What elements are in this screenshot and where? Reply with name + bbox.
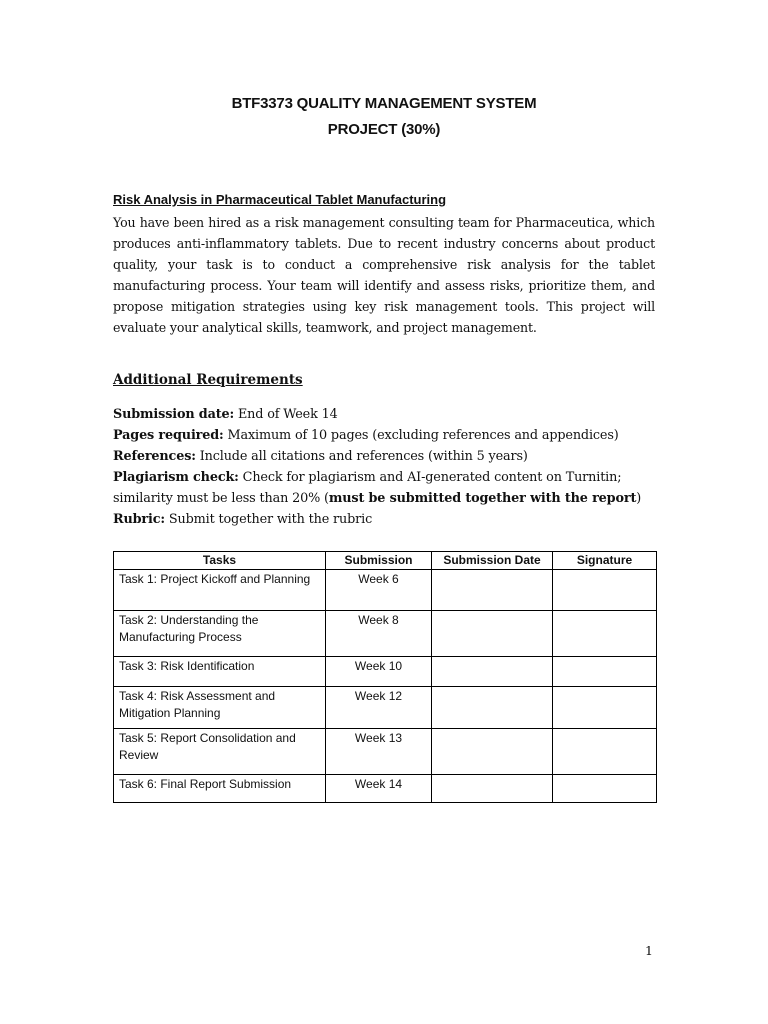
task-cell: Task 1: Project Kickoff and Planning [114, 570, 326, 611]
signature-cell [553, 729, 657, 775]
table-header-row [114, 552, 657, 570]
submission-date-cell [432, 611, 553, 657]
signature-cell [553, 657, 657, 687]
requirements-list [113, 404, 673, 530]
signature-cell [553, 687, 657, 729]
document-title: BTF3373 QUALITY MANAGEMENT SYSTEM [231, 95, 537, 112]
week-cell: Week 14 [326, 775, 432, 803]
document-subtitle: PROJECT (30%) [327, 121, 441, 138]
submission-date-cell [432, 687, 553, 729]
table-row [114, 657, 657, 687]
requirement-label: Submission date: [113, 407, 235, 422]
table-row [114, 570, 657, 611]
page-number: 1 [645, 943, 653, 958]
requirement-value: Maximum of 10 pages (excluding references and appendices) [223, 428, 619, 443]
week-cell: Week 10 [326, 657, 432, 687]
task-cell: Task 5: Report Consolidation and Review [114, 729, 326, 775]
column-header-submission: Submission [326, 552, 432, 570]
requirement-value: Submit together with the rubric [164, 512, 373, 527]
requirement-value: ) [636, 491, 642, 506]
table-row [114, 775, 657, 803]
signature-cell [553, 611, 657, 657]
submission-date-cell [432, 570, 553, 611]
plagiarism-requirement-continued [113, 488, 673, 509]
requirement-value: similarity must be less than 20% ( [113, 491, 329, 506]
requirement-value: End of Week 14 [234, 407, 338, 422]
column-header-tasks: Tasks [114, 552, 326, 570]
pages-requirement [113, 425, 673, 446]
references-requirement [113, 446, 673, 467]
requirement-label: Plagiarism check: [113, 470, 239, 485]
column-header-signature: Signature [553, 552, 657, 570]
task-schedule-table [113, 551, 657, 803]
requirement-value: Include all citations and references (within 5 years) [195, 449, 528, 464]
requirement-label: Rubric: [113, 512, 165, 527]
submission-date-requirement [113, 404, 673, 425]
week-cell: Week 6 [326, 570, 432, 611]
submission-date-cell [432, 775, 553, 803]
task-cell: Task 2: Understanding the Manufacturing Process [114, 611, 326, 657]
requirement-emphasis: must be submitted together with the report [328, 491, 637, 506]
requirements-heading: Additional Requirements [113, 372, 303, 388]
table-row [114, 729, 657, 775]
project-heading: Risk Analysis in Pharmaceutical Tablet Manufacturing [113, 192, 447, 207]
submission-date-cell [432, 729, 553, 775]
signature-cell [553, 775, 657, 803]
table-row [114, 611, 657, 657]
project-description: You have been hired as a risk management consulting team for Pharmaceutica, which produces anti-inflammatory tablets. Due to recent industry concerns about product quality, your task is to conduct a comprehensive risk analysis for the tablet manufacturing process. Your team will identify and assess risks, prioritize them, and propose mitigation strategies using key risk management tools. This project will evaluate your analytical skills, teamwork, and project management. [113, 215, 655, 335]
week-cell: Week 12 [326, 687, 432, 729]
requirement-value: Check for plagiarism and AI-generated content on Turnitin; [238, 470, 622, 485]
requirement-label: Pages required: [113, 428, 224, 443]
table-row [114, 687, 657, 729]
requirement-label: References: [113, 449, 196, 464]
signature-cell [553, 570, 657, 611]
week-cell: Week 8 [326, 611, 432, 657]
task-cell: Task 6: Final Report Submission [114, 775, 326, 803]
week-cell: Week 13 [326, 729, 432, 775]
column-header-submission-date: Submission Date [432, 552, 553, 570]
rubric-requirement [113, 509, 673, 530]
plagiarism-requirement [113, 467, 673, 488]
submission-date-cell [432, 657, 553, 687]
task-cell: Task 3: Risk Identification [114, 657, 326, 687]
task-cell: Task 4: Risk Assessment and Mitigation Planning [114, 687, 326, 729]
